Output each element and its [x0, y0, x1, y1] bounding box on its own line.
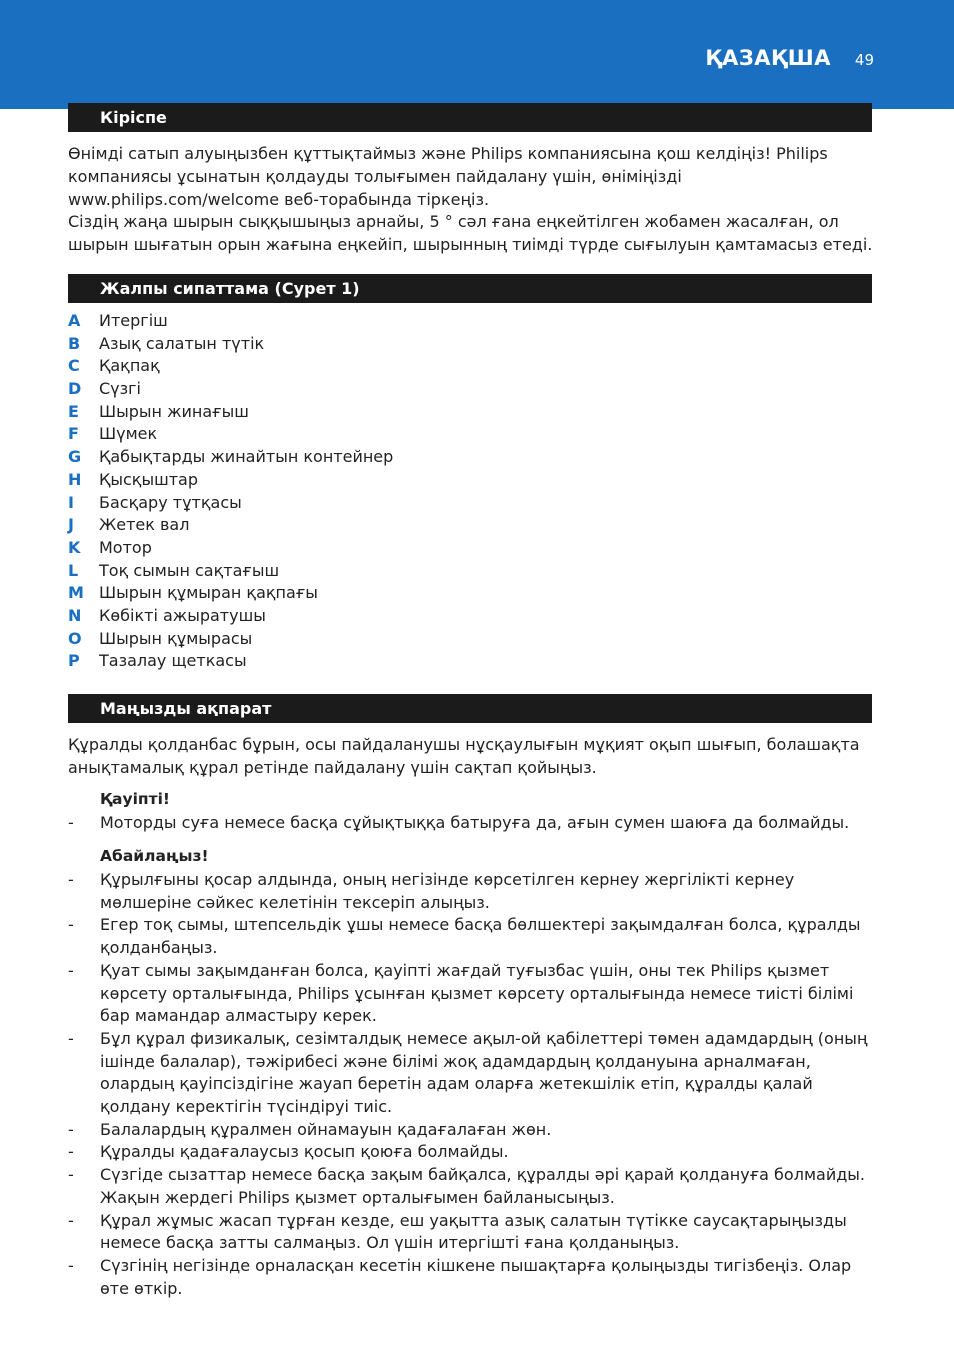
part-letter: O — [68, 628, 82, 648]
part-label: Қақпақ — [99, 356, 160, 376]
list-item — [68, 869, 874, 914]
part-letter: B — [68, 333, 81, 353]
part-label: Шырын жинағыш — [99, 401, 249, 421]
list-item — [68, 514, 868, 537]
part-label: Қабықтарды жинайтын контейнер — [99, 447, 394, 467]
bullet-dash: - — [68, 1165, 74, 1185]
list-item — [68, 401, 868, 424]
list-item — [68, 423, 868, 446]
part-letter: E — [68, 401, 79, 421]
part-letter: K — [68, 537, 81, 557]
part-label: Шырын құмырасы — [99, 628, 253, 648]
list-item — [68, 1164, 874, 1209]
bullet-text: Сүзгіде сызаттар немесе басқа зақым байқалса, құралды әрі қарай қолдануға болмайды. Жақын жердегі Philips қызмет орталығымен байланысыңыз. — [100, 1165, 865, 1207]
bullet-text: Сүзгінің негізінде орналасқан кесетін кішкене пышақтарға қолыңызды тигізбеңіз. Олар өте өткір. — [100, 1255, 852, 1298]
list-item — [68, 1119, 874, 1142]
part-label: Шүмек — [99, 424, 158, 444]
bullet-dash: - — [68, 870, 74, 889]
list-item — [68, 492, 868, 515]
part-label: Сүзгі — [99, 379, 141, 399]
bullet-dash: - — [68, 1255, 74, 1275]
part-label: Жетек вал — [99, 515, 190, 535]
bullet-dash: - — [68, 1028, 74, 1048]
important-intro-paragraph: Құралды қолданбас бұрын, осы пайдаланушы нұсқаулығын мұқият оқып шығып, болашақта анықтамалық құрал ретінде пайдалану үшін сақтап қойыңыз. — [68, 735, 860, 777]
intro-paragraph-1: Өнімді сатып алуыңызбен құттықтаймыз және Philips компаниясына қош келдіңіз! Philips компаниясы ұсынатын қолдауды толығымен пайдалану үшін, өніміңізді www.philips.com/welcome веб-торабында тіркеңіз. — [68, 144, 828, 209]
bullet-text: Егер тоқ сымы, штепсельдік ұшы немесе басқа бөлшектері зақымдалған болса, құралды қолданбаңыз. — [100, 915, 861, 958]
list-item — [68, 914, 874, 959]
list-item — [68, 1141, 874, 1164]
list-item — [68, 310, 868, 333]
part-label: Азық салатын түтік — [99, 333, 265, 353]
bullet-text: Құрылғыны қосар алдында, оның негізінде көрсетілген кернеу жергілікті кернеу мөлшеріне сәйкес келетінін тексеріп алыңыз. — [100, 870, 795, 912]
header-bar — [0, 0, 954, 109]
part-letter: L — [68, 560, 79, 580]
part-letter: P — [68, 651, 80, 671]
section-heading-intro: Кіріспе — [68, 103, 872, 132]
part-letter: G — [68, 447, 82, 467]
list-item — [68, 605, 868, 628]
part-letter: C — [68, 356, 80, 376]
parts-list — [68, 310, 868, 673]
part-label: Тазалау щеткасы — [99, 651, 247, 671]
bullet-text: Бұл құрал физикалық, сезімталдық немесе ақыл-ой қабілеттері төмен адамдардың (оның ішінде балалар), тәжірибесі және білімі жоқ адамдардың қолдануына арналмаған, олардың қауіпсіздігіне жауап беретін адам оларға жетекшілік етіп, құралды қалай қолдану керектігін түсіндіруі тиіс. — [100, 1028, 868, 1117]
list-item — [68, 650, 868, 673]
part-letter: I — [68, 492, 74, 512]
bullet-dash: - — [68, 1210, 74, 1230]
list-item — [68, 469, 868, 492]
danger-list — [68, 812, 874, 835]
list-item — [68, 378, 868, 401]
part-letter: D — [68, 379, 82, 399]
list-item — [68, 560, 868, 583]
bullet-dash: - — [68, 813, 74, 832]
part-letter: H — [68, 469, 82, 489]
part-letter: M — [68, 583, 84, 603]
page-number: 49 — [854, 51, 874, 69]
list-item — [68, 1210, 874, 1255]
list-item — [68, 333, 868, 356]
list-item — [68, 355, 868, 378]
list-item — [68, 1028, 874, 1119]
caution-list — [68, 869, 874, 1300]
part-label: Шырын құмыран қақпағы — [99, 583, 318, 603]
section-heading-general-description: Жалпы сипаттама (Сурет 1) — [68, 274, 872, 303]
bullet-text: Балалардың құралмен ойнамауын қадағалаған жөн. — [100, 1119, 552, 1139]
bullet-text: Қуат сымы зақымданған болса, қауіпті жағдай туғызбас үшін, оны тек Philips қызмет көрсету орталығында, Philips ұсынған қызмет көрсету орталығында немесе тиісті білімі бар мамандар алмастыру керек. — [100, 960, 854, 1026]
intro-paragraph-2: Сіздің жаңа шырын сыққышыңыз арнайы, 5 ° сәл ғана еңкейтілген жобамен жасалған, ол шырын шығатын орын жағына еңкейіп, шырынның тиімді түрде сығылуын қамтамасыз етеді. — [68, 212, 873, 254]
list-item — [68, 446, 868, 469]
part-letter: N — [68, 605, 82, 625]
language-title: ҚАЗАҚША — [705, 46, 831, 70]
part-letter: J — [68, 515, 74, 535]
bullet-dash: - — [68, 1119, 74, 1139]
list-item — [68, 582, 868, 605]
list-item — [68, 812, 874, 835]
part-letter: F — [68, 424, 79, 444]
part-label: Тоқ сымын сақтағыш — [99, 560, 280, 580]
bullet-dash: - — [68, 960, 74, 980]
part-label: Көбікті ажыратушы — [99, 605, 266, 625]
bullet-text: Моторды суға немесе басқа сұйықтыққа батыруға да, ағын сумен шаюға да болмайды. — [100, 813, 850, 832]
bullet-dash: - — [68, 915, 74, 935]
list-item — [68, 960, 874, 1028]
part-label: Басқару тұтқасы — [99, 492, 242, 512]
danger-heading: Қауіпті! — [100, 790, 170, 808]
list-item — [68, 628, 868, 651]
list-item — [68, 1255, 874, 1300]
part-label: Қысқыштар — [99, 469, 199, 489]
list-item — [68, 537, 868, 560]
bullet-dash: - — [68, 1142, 74, 1162]
caution-heading: Абайлаңыз! — [100, 847, 209, 865]
section-heading-important-information: Маңызды ақпарат — [68, 694, 872, 723]
part-label: Мотор — [99, 537, 152, 557]
part-label: Итергіш — [99, 311, 168, 330]
bullet-text: Құрал жұмыс жасап тұрған кезде, еш уақытта азық салатын түтікке саусақтарыңызды немесе басқа затты салмаңыз. Ол үшін итергішті ғана қолданыңыз. — [100, 1210, 847, 1253]
bullet-text: Құралды қадағалаусыз қосып қоюға болмайды. — [100, 1142, 509, 1162]
part-letter: A — [68, 311, 81, 330]
